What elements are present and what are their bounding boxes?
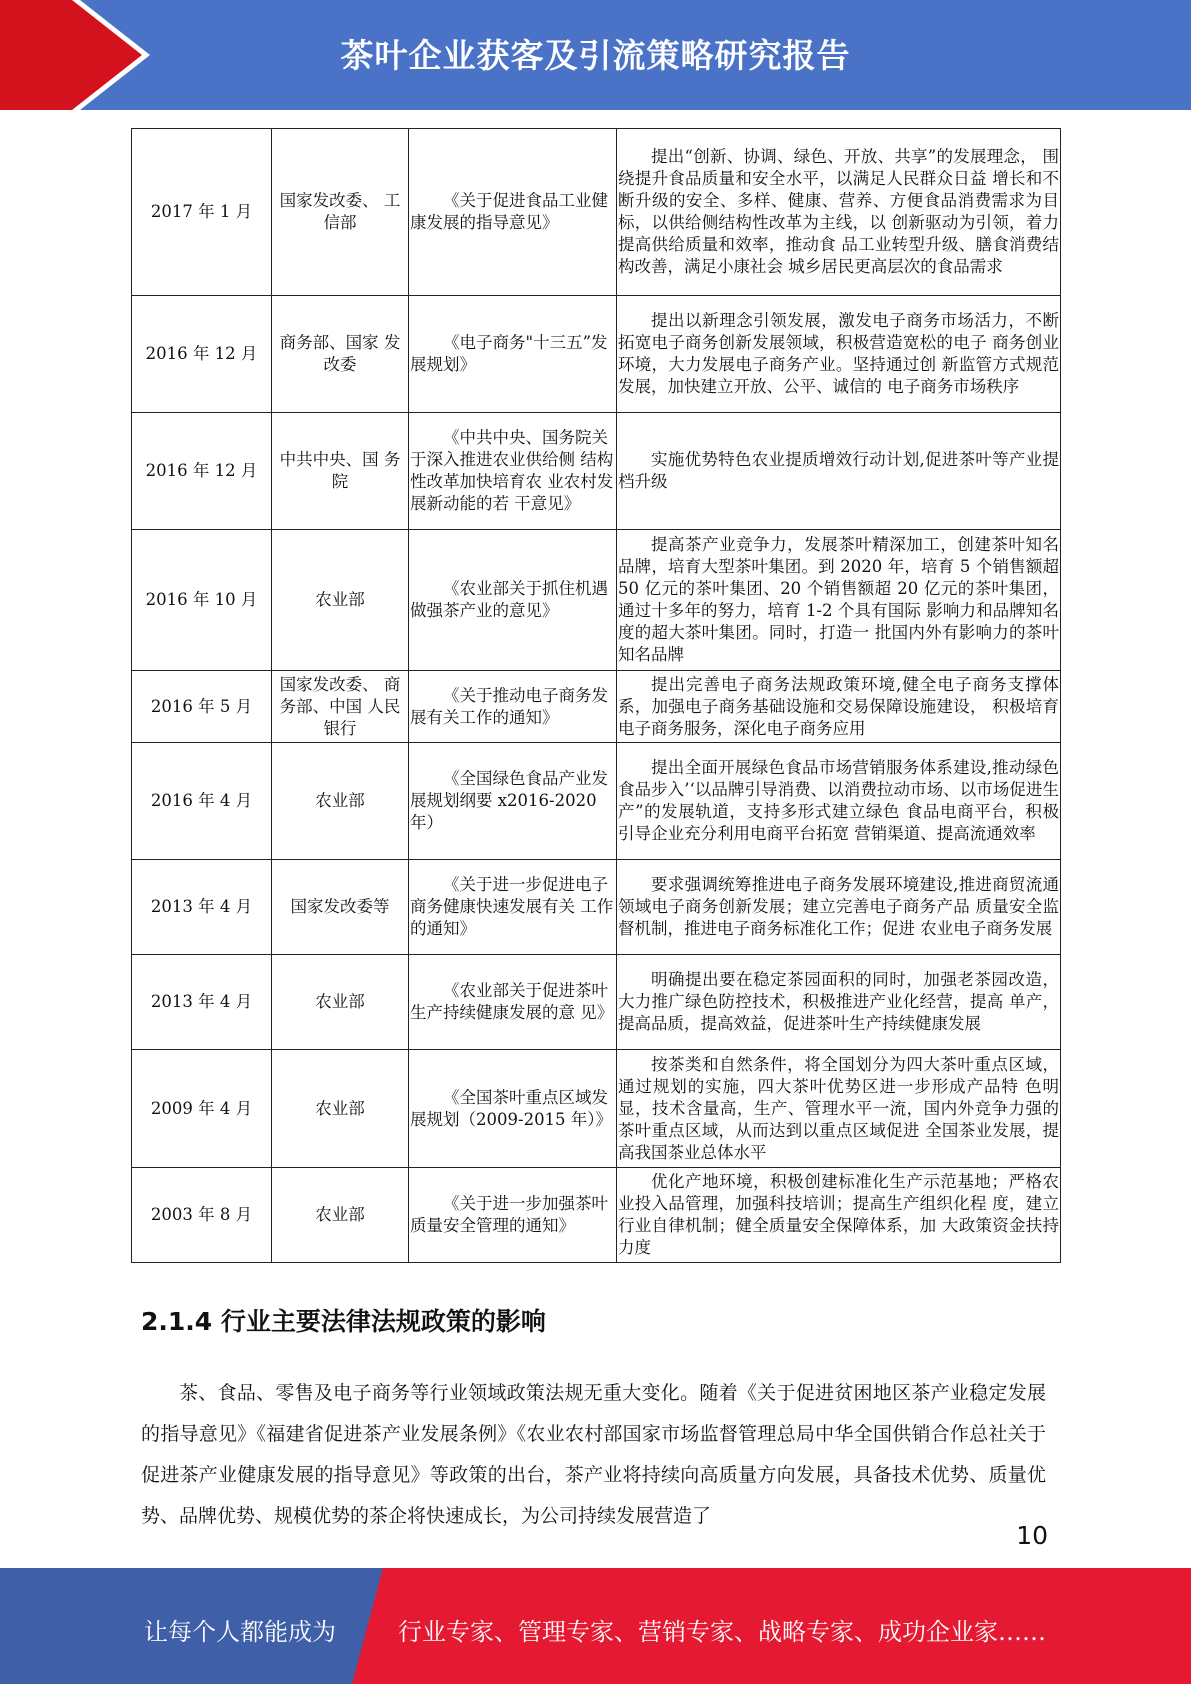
row-desc: 提出以新理念引领发展，激发电子商务市场活力，不断拓宽电子商务创新发展领域，积极营造宽松的电子 商务创业环境，大力发展电子商务产业。坚持通过创 新监管方式规范发展，加快建立开放、公平、诚信的 电子商务市场秩序 [617, 296, 1061, 413]
row-org: 农业部 [272, 955, 409, 1050]
row-org: 农业部 [272, 743, 409, 860]
row-date: 2009 年 4 月 [132, 1050, 272, 1168]
section-heading: 2.1.4 行业主要法律法规政策的影响 [141, 1307, 546, 1336]
row-doc: 《关于进一步加强茶叶 质量安全管理的通知》 [409, 1168, 617, 1263]
row-date: 2016 年 4 月 [132, 743, 272, 860]
footer-slogan-left: 让每个人都能成为 [144, 1618, 336, 1646]
row-org: 中共中央、国 务院 [272, 413, 409, 530]
table-row [132, 1168, 1061, 1263]
row-org: 国家发改委等 [272, 860, 409, 955]
row-date: 2016 年 12 月 [132, 413, 272, 530]
row-doc: 《电子商务"十三五”发展规划》 [409, 296, 617, 413]
row-org: 国家发改委、 工信部 [272, 129, 409, 296]
row-desc: 要求强调统筹推进电子商务发展环境建设,推进商贸流通领域电子商务创新发展；建立完善电子商务产品 质量安全监督机制，推进电子商务标准化工作；促进 农业电子商务发展 [617, 860, 1061, 955]
row-desc: 按茶类和自然条件，将全国划分为四大茶叶重点区域， 通过规划的实施，四大茶叶优势区进一步形成产品特 色明显，技术含量高，生产、管理水平一流，国内外竞争力强的茶叶重点区域，从而达到以重点区域促进 全国茶业发展，提高我国茶业总体水平 [617, 1050, 1061, 1168]
row-doc: 《农业部关于促进茶叶 生产持续健康发展的意 见》 [409, 955, 617, 1050]
row-doc: 《农业部关于抓住机遇 做强茶产业的意见》 [409, 530, 617, 671]
row-desc: 优化产地环境，积极创建标准化生产示范基地；严格农业投入品管理，加强科技培训；提高生产组织化程 度，建立行业自律机制；健全质量安全保障体系，加 大政策资金扶持力度 [617, 1168, 1061, 1263]
row-desc: 明确提出要在稳定茶园面积的同时，加强老茶园改造， 大力推广绿色防控技术，积极推进产业化经营，提高 单产，提高品质，提高效益，促进茶叶生产持续健康发展 [617, 955, 1061, 1050]
row-doc: 《中共中央、国务院关 于深入推进农业供给侧 结构性改革加快培育农 业农村发展新动能的若 干意见》 [409, 413, 617, 530]
table-row [132, 296, 1061, 413]
row-date: 2016 年 10 月 [132, 530, 272, 671]
report-title: 茶叶企业获客及引流策略研究报告 [340, 36, 851, 75]
row-org: 国家发改委、 商务部、中国 人民银行 [272, 671, 409, 743]
row-date: 2013 年 4 月 [132, 860, 272, 955]
row-org: 农业部 [272, 530, 409, 671]
row-date: 2013 年 4 月 [132, 955, 272, 1050]
footer-slogan-right: 行业专家、管理专家、营销专家、战略专家、成功企业家…… [398, 1618, 1046, 1646]
row-doc: 《关于促进食品工业健康发展的指导意见》 [409, 129, 617, 296]
row-org: 商务部、国家 发改委 [272, 296, 409, 413]
row-doc: 《全国绿色食品产业发 展规划纲要 x2016-2020 年） [409, 743, 617, 860]
table-row [132, 413, 1061, 530]
table-row [132, 129, 1061, 296]
body-paragraph: 茶、食品、零售及电子商务等行业领域政策法规无重大变化。随着《关于促进贫困地区茶产业稳定发展的指导意见》《福建省促进茶产业发展条例》《农业农村部国家市场监督管理总局中华全国供销合作总社关于促进茶产业健康发展的指导意见》等政策的出台，茶产业将持续向高质量方向发展，具备技术优势、质量优势、品牌优势、规模优势的茶企将快速成长，为公司持续发展营造了 [141, 1382, 1046, 1527]
row-desc: 提出“创新、协调、绿色、开放、共享”的发展理念， 围绕提升食品质量和安全水平，以满足人民群众日益 增长和不断升级的安全、多样、健康、营养、方便食品消费需求为目标，以供给侧结构性改革为主线，以 创新驱动为引领，着力提高供给质量和效率，推动食 品工业转型升级、膳食消费结构改善，满足小康社会 城乡居民更高层次的食品需求 [617, 129, 1061, 296]
row-desc: 提高茶产业竞争力，发展茶叶精深加工，创建茶叶知名品牌，培育大型茶叶集团。到 2020 年，培育 5 个销售额超 50 亿元的茶叶集团、20 个销售额超 20 亿元的茶叶集团，通过十多年的努力，培育 1-2 个具有国际 影响力和品牌知名度的超大茶叶集团。同时，打造一 批国内外有影响力的茶叶知名品牌 [617, 530, 1061, 671]
page-header [0, 0, 1191, 110]
page-footer [0, 1568, 1191, 1684]
table-row [132, 860, 1061, 955]
row-date: 2016 年 12 月 [132, 296, 272, 413]
row-date: 2003 年 8 月 [132, 1168, 272, 1263]
row-doc: 《关于推动电子商务发 展有关工作的通知》 [409, 671, 617, 743]
row-desc: 提出全面开展绿色食品市场营销服务体系建设,推动绿色食品步入’‘以品牌引导消费、以消费拉动市场、以市场促进生产”的发展轨道，支持多形式建立绿色 食品电商平台，积极引导企业充分利用电商平台拓宽 营销渠道、提高流通效率 [617, 743, 1061, 860]
row-date: 2016 年 5 月 [132, 671, 272, 743]
policy-table [131, 128, 1061, 1263]
table-row [132, 955, 1061, 1050]
row-org: 农业部 [272, 1168, 409, 1263]
row-date: 2017 年 1 月 [132, 129, 272, 296]
row-desc: 实施优势特色农业提质增效行动计划,促进茶叶等产业提档升级 [617, 413, 1061, 530]
row-desc: 提出完善电子商务法规政策环境,健全电子商务支撑体系，加强电子商务基础设施和交易保障设施建设， 积极培育电子商务服务，深化电子商务应用 [617, 671, 1061, 743]
row-doc: 《全国茶叶重点区域发 展规划（2009-2015 年）》 [409, 1050, 617, 1168]
row-org: 农业部 [272, 1050, 409, 1168]
table-row [132, 1050, 1061, 1168]
row-doc: 《关于进一步促进电子 商务健康快速发展有关 工作的通知》 [409, 860, 617, 955]
table-row [132, 743, 1061, 860]
table-row [132, 530, 1061, 671]
table-row [132, 671, 1061, 743]
page-number: 10 [1016, 1521, 1048, 1550]
